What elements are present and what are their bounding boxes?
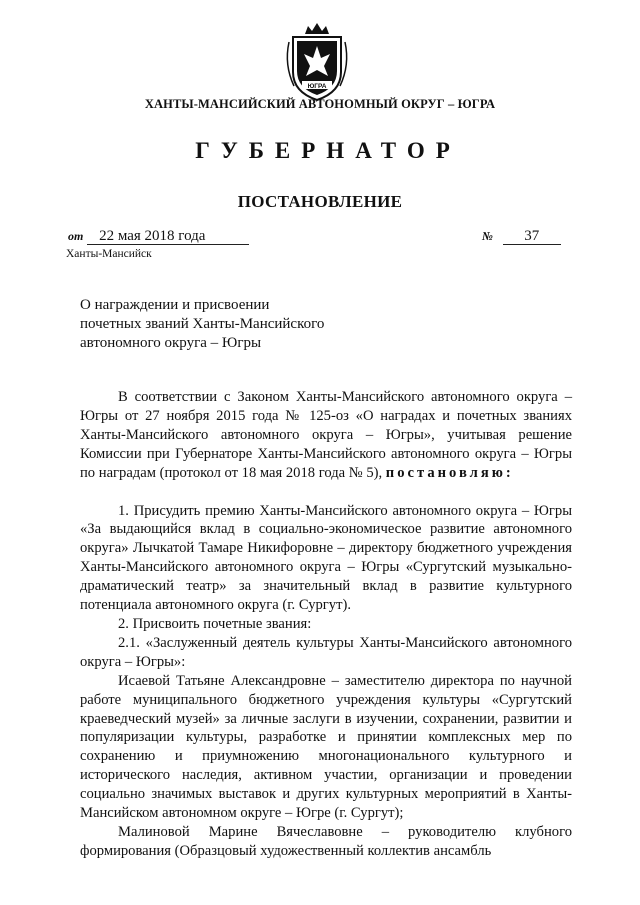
document-subject [80,296,324,353]
number-field [482,228,561,245]
paragraph-2-1: 2.1. «Заслуженный деятель культуры Ханты-Мансийского автономного округа – Югры»: [80,634,572,670]
number-value: 37 [503,229,561,245]
coat-of-arms-icon [280,20,354,102]
date-prefix: от [68,229,84,243]
region-name: ХАНТЫ-МАНСИЙСКИЙ АВТОНОМНЫЙ ОКРУГ – ЮГРА [144,97,496,111]
city-name: Ханты-Мансийск [66,248,152,260]
subject-line: автономного округа – Югры [80,335,262,351]
awardee-paragraph: Малиновой Марине Вячеславовне – руководителю клубного формирования (Образцовый художественный коллектив ансамбль [80,823,572,859]
decree-word: постановляю [385,464,506,481]
document-type: ПОСТАНОВЛЕНИЕ [237,192,403,211]
paragraph-1: 1. Присудить премию Ханты-Мансийского автономного округа – Югры «За выдающийся вклад в социально-экономическое развитие автономного округа» Лычкатой Тамаре Никифоровне – директору бюджетного учреждения Ханты-Мансийского автономного округа – Югры «Сургутский музыкально-драматический театр» за значительный вклад в развитие культурного потенциала автономного округа (г. Сургут). [80,502,572,614]
authority-title: ГУБЕРНАТОР [195,138,461,163]
paragraph-2: 2. Присвоить почетные звания: [118,615,312,632]
date-value: 22 мая 2018 года [87,229,249,245]
decree-colon: : [505,464,511,481]
number-prefix: № [482,229,493,243]
awardee-paragraph: Исаевой Татьяне Александровне – заместителю директора по научной работе муниципального бюджетного учреждения культуры «Сургутский краеведческий музей» за личные заслуги в изучении, сохранении, развитии и популяризации культуры, разработке и принятии комплексных мер по сохранению и приумножению многонационального культурного и исторического наследия, активном участии, организации и проведении социально значимых выставок и других культурных мероприятий в Ханты-Мансийском автономном округе – Югре (г. Сургут); [80,672,572,822]
subject-line: О награждении и присвоении [80,297,270,313]
subject-line: почетных званий Ханты-Мансийского [80,316,325,332]
preamble-paragraph [80,388,572,483]
preamble-text: В соответствии с Законом Ханты-Мансийского автономного округа – Югры от 27 ноября 2015 года № 125-оз «О наградах и почетных званиях Ханты-Мансийского автономного округа – Югры», учитывая решение Комиссии при Губернаторе Ханты-Мансийского автономного округа – Югры по наградам (протокол от 18 мая 2018 года № 5), [80,389,572,481]
emblem-label: ЮГРА [307,83,327,90]
document-body [80,388,572,861]
date-field [68,228,249,245]
